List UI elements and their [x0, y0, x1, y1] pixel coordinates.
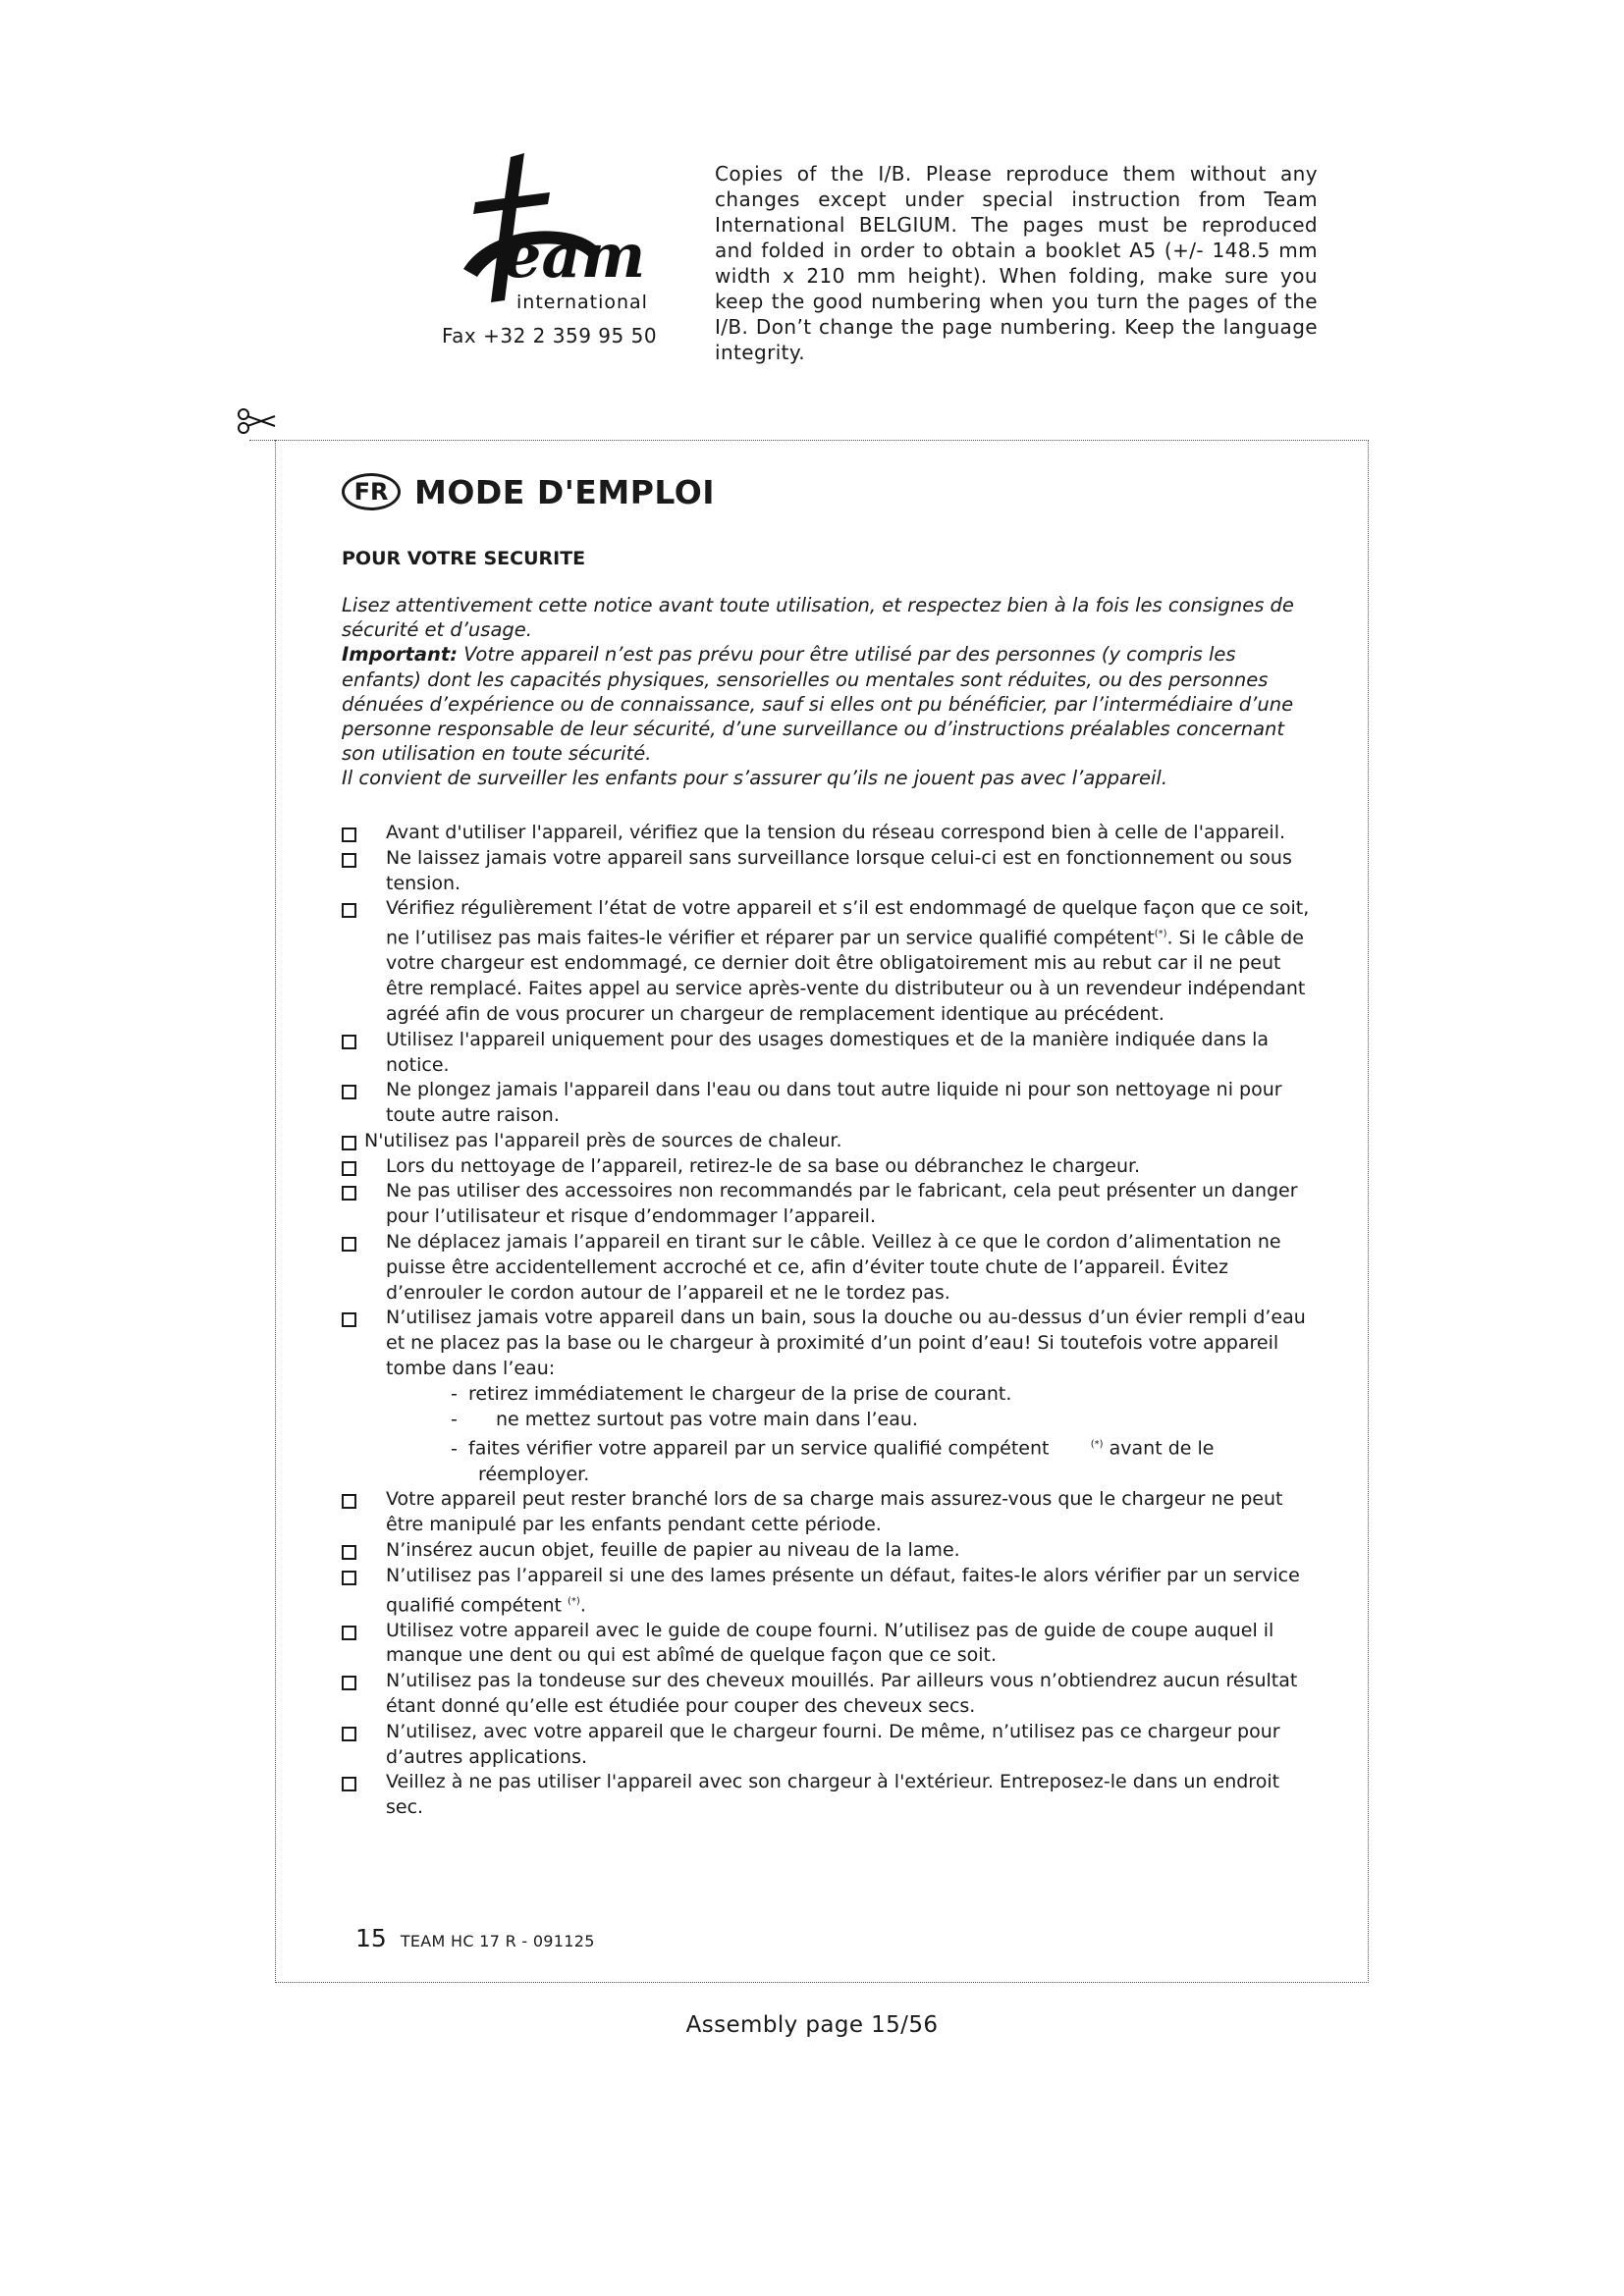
list-item: N’utilisez pas la tondeuse sur des cheveux mouillés. Par ailleurs vous n’obtiendrez aucun résultat étant donné qu’elle est étudiée pour couper des cheveux secs.	[342, 1669, 1314, 1720]
svg-text:international: international	[516, 292, 648, 313]
section-title: POUR VOTRE SECURITE	[342, 548, 586, 569]
checkbox-icon	[342, 1186, 356, 1201]
important-label: Important:	[342, 643, 459, 667]
page-footer	[355, 1924, 595, 1952]
footnote-mark: (*)	[568, 1595, 580, 1607]
list-item: N’utilisez, avec votre appareil que le chargeur fourni. De même, n’utilisez pas ce chargeur pour d’autres applications.	[342, 1720, 1314, 1771]
list-item: Ne pas utiliser des accessoires non recommandés par le fabricant, cela peut présenter un danger pour l’utilisateur et risque d’endommager l’appareil.	[342, 1179, 1314, 1230]
intro-paragraph-2	[342, 642, 1302, 766]
footnote-mark: (*)	[1154, 929, 1167, 940]
checkbox-icon	[342, 1085, 356, 1099]
list-item: N’utilisez jamais votre appareil dans un bain, sous la douche ou au-dessus d’un évier rempli d’eau et ne placez pas la base ou le chargeur à proximité d’un point d’eau! Si toutefois votre appareil tombe dans l’eau: - retirez immédiatement le chargeur de la prise de courant. - ne mettez surtout pas votre main dans l’eau. - faites vérifier votre appareil par un service qualifié compétent (*) avant de le réemployer.	[342, 1306, 1314, 1487]
checkbox-icon	[342, 1494, 356, 1509]
language-badge: FR	[342, 473, 401, 510]
water-sublist	[386, 1382, 1314, 1488]
page-number: 15	[355, 1924, 387, 1952]
footnote-mark: (*)	[1090, 1439, 1104, 1451]
important-text: Votre appareil n’est pas prévu pour être utilisé par des personnes (y compris les enfants) dont les capacités physiques, sensorielles ou mentales sont réduites, ou des personnes dénuées d’expérience ou de connaissance, sauf si elles ont pu bénéficier, par l’intermédiaire d’une personne responsable de leur sécurité, d’une surveillance ou d’instructions préalables concernant son utilisation en toute sécurité.	[342, 643, 1294, 766]
intro-paragraph-3: Il convient de surveiller les enfants pour s’assurer qu’ils ne jouent pas avec l’appareil.	[342, 767, 1168, 790]
list-item: Utilisez votre appareil avec le guide de coupe fourni. N’utilisez pas de guide de coupe auquel il manque une dent ou qui est abîmé de quelque façon que ce soit.	[342, 1619, 1314, 1670]
list-item: Veillez à ne pas utiliser l'appareil avec son chargeur à l'extérieur. Entreposez-le dans un endroit sec.	[342, 1770, 1314, 1821]
manual-heading	[342, 467, 715, 516]
assembly-page-label: Assembly page 15/56	[685, 2012, 939, 2038]
checkbox-icon	[342, 1161, 356, 1176]
checkbox-icon	[342, 1676, 356, 1690]
list-item: Votre appareil peut rester branché lors de sa charge mais assurez-vous que le chargeur ne peut être manipulé par les enfants pendant cette période.	[342, 1487, 1314, 1538]
fax-number: Fax +32 2 359 95 50	[442, 324, 658, 347]
checkbox-icon	[342, 1035, 356, 1049]
list-item: Utilisez l'appareil uniquement pour des usages domestiques et de la manière indiquée dans la notice.	[342, 1028, 1314, 1079]
checkbox-icon	[342, 1777, 356, 1791]
team-international-logo	[434, 153, 650, 320]
document-code: TEAM HC 17 R - 091125	[400, 1932, 595, 1950]
checkbox-icon	[342, 853, 356, 868]
list-item: Avant d'utiliser l'appareil, vérifiez que la tension du réseau correspond bien à celle de l'appareil.	[342, 821, 1314, 846]
reproduction-note: Copies of the I/B. Please reproduce them without any changes except under special instruction from Team International BELGIUM. The pages must be reproduced and folded in order to obtain a booklet A5 (+/- 148.5 mm width x 210 mm height). When folding, make sure you keep the good numbering when you turn the pages of the I/B. Don’t change the page numbering. Keep the language integrity.	[715, 162, 1318, 364]
safety-intro	[342, 593, 1302, 791]
sub-item: - ne mettez surtout pas votre main dans l’eau.	[451, 1408, 918, 1430]
list-item: N’insérez aucun objet, feuille de papier au niveau de la lame.	[342, 1538, 1314, 1564]
checkbox-icon	[342, 1545, 356, 1560]
sub-item: - faites vérifier votre appareil par un service qualifié compétent (*) avant de le réemployer.	[451, 1437, 1215, 1485]
checkbox-icon	[342, 1312, 356, 1327]
list-item: Vérifiez régulièrement l’état de votre appareil et s’il est endommagé de quelque façon que ce soit, ne l’utilisez pas mais faites-le vérifier et réparer par un service qualifié compétent(*). Si le câble de votre chargeur est endommagé, ce dernier doit être obligatoirement mis au rebut car il ne peut être remplacé. Faites appel au service après-vente du distributeur ou à un revendeur indépendant agréé afin de vous procurer un chargeur de remplacement identique au précédent.	[342, 896, 1314, 1027]
cut-line	[249, 440, 277, 441]
checkbox-icon	[342, 903, 356, 918]
checkbox-icon	[342, 1237, 356, 1252]
checkbox-icon	[342, 1626, 356, 1640]
checkbox-icon	[342, 828, 356, 842]
safety-list	[342, 821, 1314, 1821]
list-item: Ne déplacez jamais l’appareil en tirant sur le câble. Veillez à ce que le cordon d’alimentation ne puisse être accidentellement accroché et ce, afin d’éviter toute chute de l’appareil. Évitez d’enrouler le cordon autour de l’appareil et ne le tordez pas.	[342, 1230, 1314, 1306]
checkbox-icon	[342, 1571, 356, 1585]
checkbox-icon	[342, 1136, 356, 1150]
list-item: Ne laissez jamais votre appareil sans surveillance lorsque celui-ci est en fonctionnement ou sous tension.	[342, 846, 1314, 897]
list-item: Ne plongez jamais l'appareil dans l'eau ou dans tout autre liquide ni pour son nettoyage ni pour toute autre raison.	[342, 1078, 1314, 1129]
sub-item: - retirez immédiatement le chargeur de la prise de courant.	[451, 1382, 1012, 1405]
list-item: N’utilisez pas l’appareil si une des lames présente un défaut, faites-le alors vérifier par un service qualifié compétent (*).	[342, 1564, 1314, 1619]
checkbox-icon	[342, 1727, 356, 1741]
manual-title: MODE D'EMPLOI	[414, 472, 716, 511]
svg-text:eam: eam	[503, 220, 646, 292]
intro-paragraph-1: Lisez attentivement cette notice avant toute utilisation, et respectez bien à la fois les consignes de sécurité et d’usage.	[342, 594, 1294, 642]
scissors-icon	[236, 406, 279, 436]
list-item: Lors du nettoyage de l’appareil, retirez-le de sa base ou débranchez le chargeur.	[342, 1154, 1314, 1180]
list-item: N'utilisez pas l'appareil près de sources de chaleur.	[342, 1129, 1314, 1154]
